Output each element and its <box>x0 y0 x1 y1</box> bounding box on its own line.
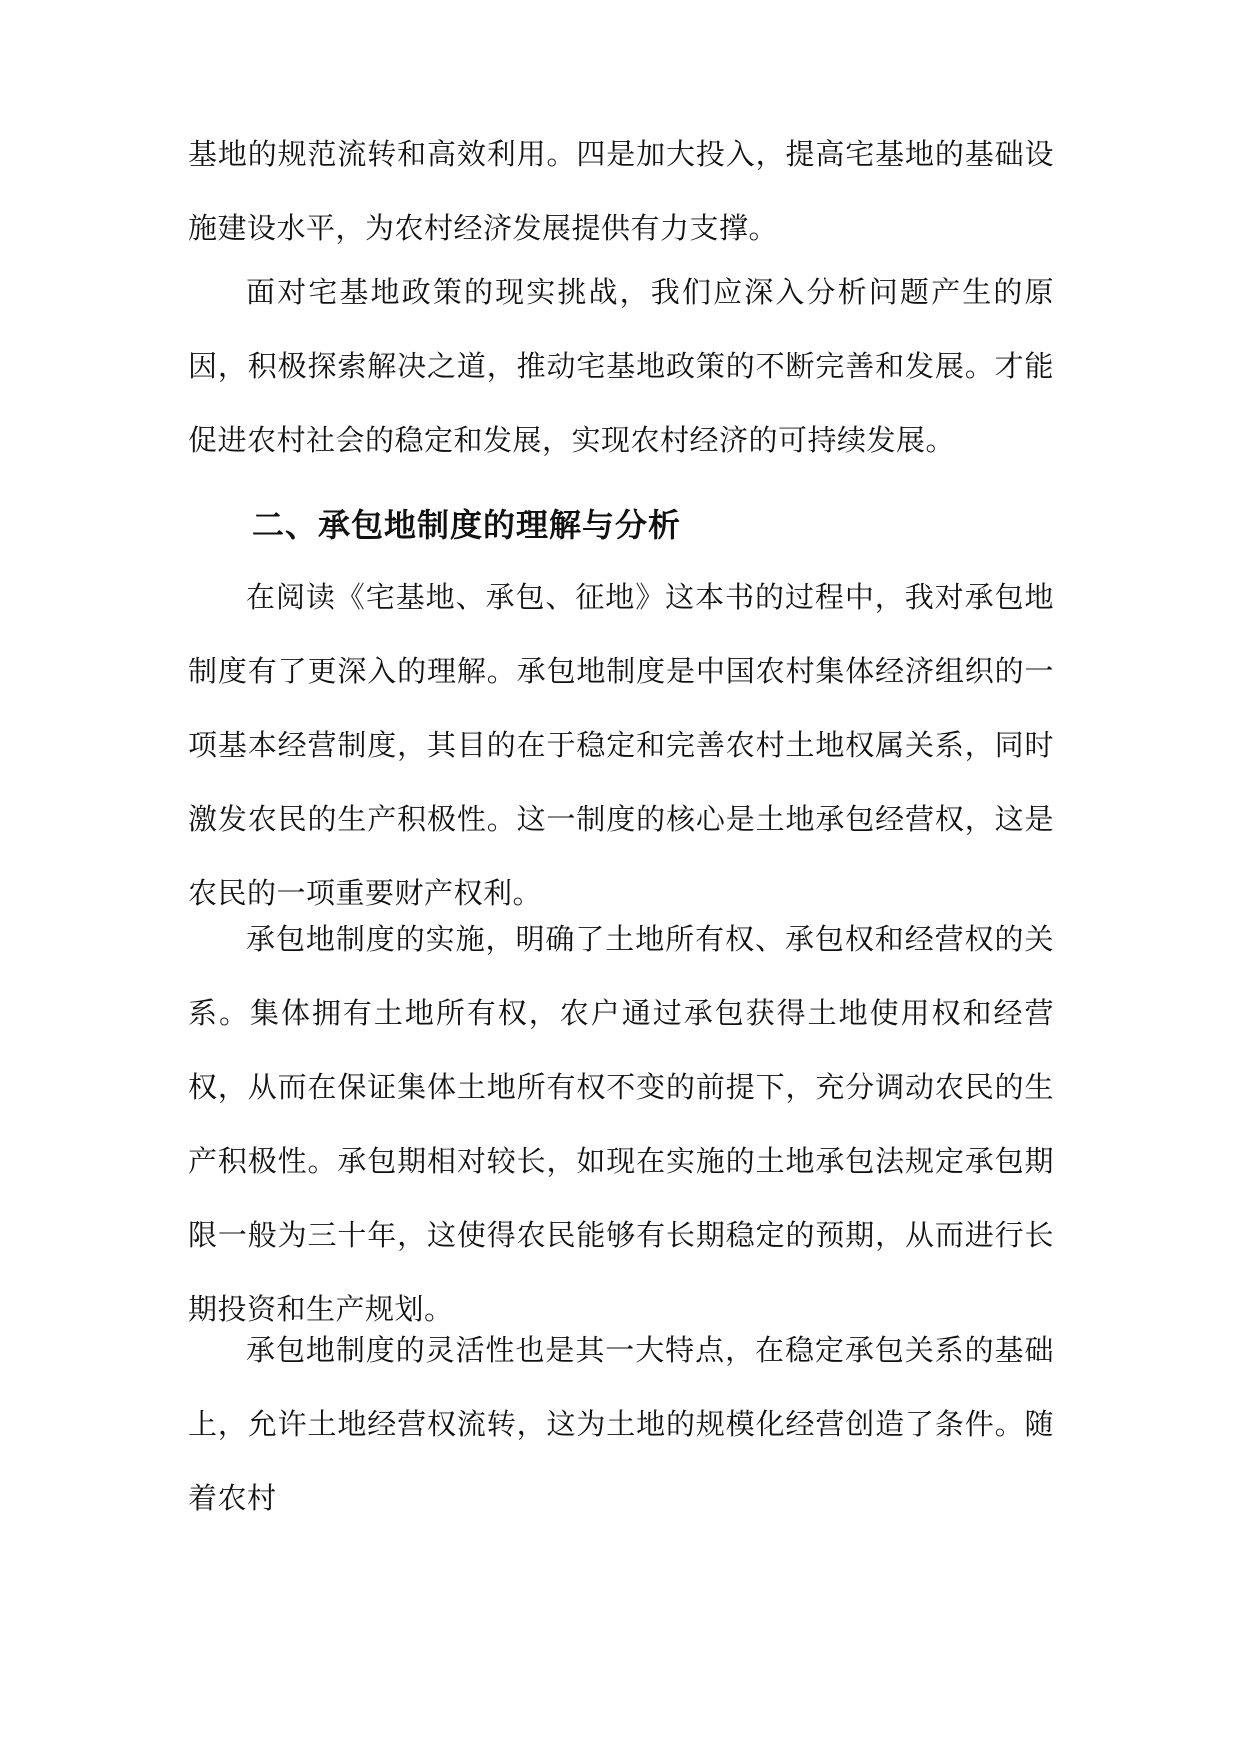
section-heading: 二、承包地制度的理解与分析 <box>252 506 682 544</box>
paragraph-policy-challenges: 面对宅基地政策的现实挑战，我们应深入分析问题产生的原因，积极探索解决之道，推动宅基地政策的不断完善和发展。才能促进农村社会的稳定和发展，实现农村经济的可持续发展。 <box>188 275 1054 457</box>
paragraph-contract-land-intro: 在阅读《宅基地、承包、征地》这本书的过程中，我对承包地制度有了更深入的理解。承包地制度是中国农村集体经济组织的一项基本经营制度，其目的在于稳定和完善农村土地权属关系，同时激发农民的生产积极性。这一制度的核心是土地承包经营权，这是农民的一项重要财产权利。 <box>188 580 1054 910</box>
paragraph-continuation: 基地的规范流转和高效利用。四是加大投入，提高宅基地的基础设施建设水平，为农村经济发展提供有力支撑。 <box>188 137 1054 245</box>
paragraph-contract-land-flexibility: 承包地制度的灵活性也是其一大特点，在稳定承包关系的基础上，允许土地经营权流转，这为土地的规模化经营创造了条件。随着农村 <box>188 1333 1054 1515</box>
paragraph-contract-land-implementation: 承包地制度的实施，明确了土地所有权、承包权和经营权的关系。集体拥有土地所有权，农户通过承包获得土地使用权和经营权，从而在保证集体土地所有权不变的前提下，充分调动农民的生产积极性。承包期相对较长，如现在实施的土地承包法规定承包期限一般为三十年，这使得农民能够有长期稳定的预期，从而进行长期投资和生产规划。 <box>188 922 1054 1326</box>
